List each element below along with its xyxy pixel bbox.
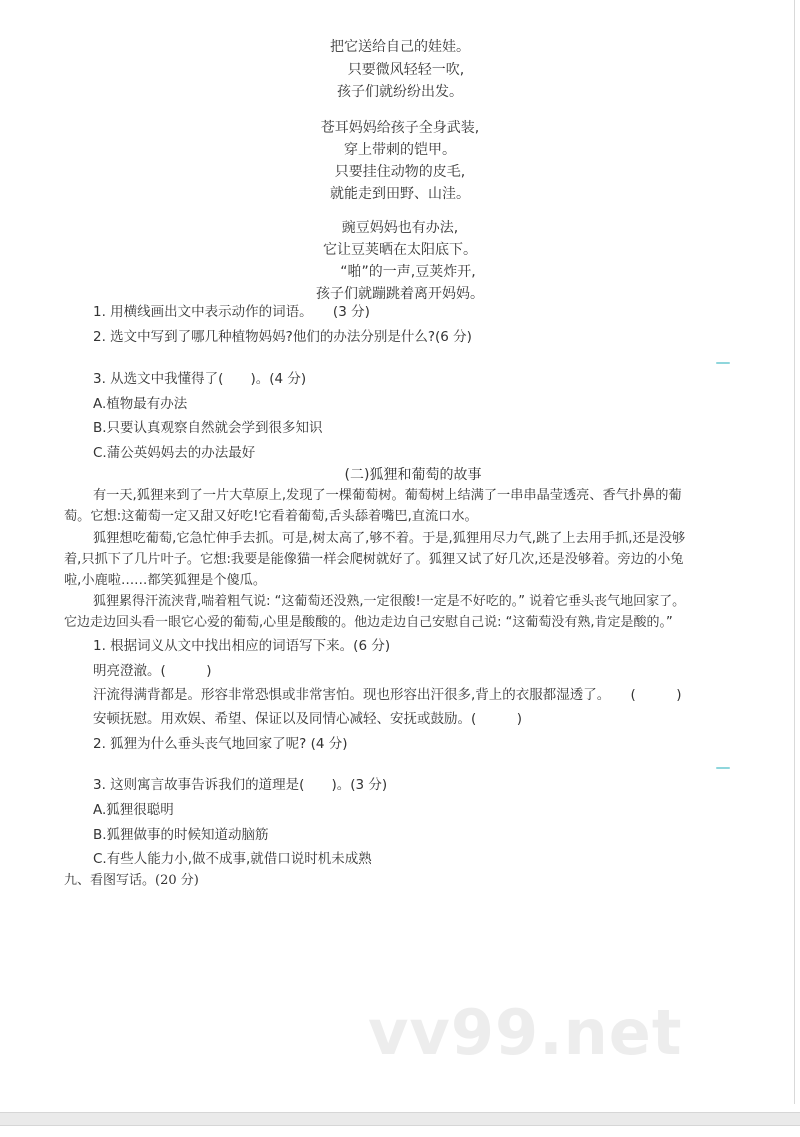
question-3: 3. 这则寓言故事告诉我们的道理是( )。(3 分) xyxy=(93,777,388,793)
option-a: A.狐狸很聪明 xyxy=(93,802,174,818)
story-line: 着,只抓下了几片叶子。它想:我要是能像猫一样会爬树就好了。狐狸又试了好几次,还是没够着。旁边的小兔 xyxy=(64,552,684,567)
poem-line: “啪”的一声,豆荚炸开, xyxy=(340,264,476,280)
vocab-item: 明亮澄澈。( ) xyxy=(93,663,212,679)
poem-line: 穿上带刺的铠甲。 xyxy=(344,142,456,158)
story-line: 它边走边回头看一眼它心爱的葡萄,心里是酸酸的。他边走边自己安慰自己说: “这葡萄没有熟,肯定是酸的。” xyxy=(64,615,673,630)
option-b: B.狐狸做事的时候知道动脑筋 xyxy=(93,827,269,843)
poem-line: 只要挂住动物的皮毛, xyxy=(334,164,466,180)
answer-line-mark xyxy=(716,767,730,769)
story-line: 狐狸想吃葡萄,它急忙伸手去抓。可是,树太高了,够不着。于是,狐狸用尽力气,跳了上去用手抓,还是没够 xyxy=(93,531,686,546)
poem-line: 就能走到田野、山洼。 xyxy=(330,186,470,202)
story-line: 啦,小鹿啦……都笑狐狸是个傻瓜。 xyxy=(64,573,267,588)
poem-line: 孩子们就蹦跳着离开妈妈。 xyxy=(316,286,484,302)
vocab-item: 安顿抚慰。用欢娱、希望、保证以及同情心减轻、安抚或鼓励。( ) xyxy=(93,711,523,727)
question-2: 2. 狐狸为什么垂头丧气地回家了呢? (4 分) xyxy=(93,736,348,752)
vocab-item: 汗流得满背都是。形容非常恐惧或非常害怕。现也形容出汗很多,背上的衣服都湿透了。 ( ) xyxy=(93,687,682,703)
section-9-title: 九、看图写话。(20 分) xyxy=(64,873,199,888)
story-title: (二)狐狸和葡萄的故事 xyxy=(344,467,482,483)
option-a: A.植物最有办法 xyxy=(93,396,188,412)
poem-line: 苍耳妈妈给孩子全身武装, xyxy=(320,120,480,136)
question-3: 3. 从选文中我懂得了( )。(4 分) xyxy=(93,371,307,387)
answer-line-mark xyxy=(716,362,730,364)
poem-line: 它让豆荚晒在太阳底下。 xyxy=(323,242,477,258)
option-c: C.有些人能力小,做不成事,就借口说时机未成熟 xyxy=(93,851,372,867)
poem-line: 只要微风轻轻一吹, xyxy=(347,62,465,78)
poem-line: 孩子们就纷纷出发。 xyxy=(337,84,463,100)
question-2: 2. 选文中写到了哪几种植物妈妈?他们的办法分别是什么?(6 分) xyxy=(93,329,472,345)
story-line: 有一天,狐狸来到了一片大草原上,发现了一棵葡萄树。葡萄树上结满了一串串晶莹透亮、香气扑鼻的葡 xyxy=(93,488,682,503)
option-c: C.蒲公英妈妈去的办法最好 xyxy=(93,445,256,461)
question-1: 1. 用横线画出文中表示动作的词语。 (3 分) xyxy=(93,304,370,320)
option-b: B.只要认真观察自然就会学到很多知识 xyxy=(93,420,323,436)
question-1: 1. 根据词义从文中找出相应的词语写下来。(6 分) xyxy=(93,638,391,654)
page-separator-bar xyxy=(0,1112,800,1126)
poem-line: 把它送给自己的娃娃。 xyxy=(330,39,470,55)
poem-line: 豌豆妈妈也有办法, xyxy=(341,220,459,236)
story-line: 狐狸累得汗流浃背,喘着粗气说: “这葡萄还没熟,一定很酸!一定是不好吃的。” 说着它垂头丧气地回家了。 xyxy=(93,594,686,609)
watermark: vv99.net xyxy=(368,996,683,1069)
story-line: 萄。它想:这葡萄一定又甜又好吃!它看着葡萄,舌头舔着嘴巴,直流口水。 xyxy=(64,509,478,524)
